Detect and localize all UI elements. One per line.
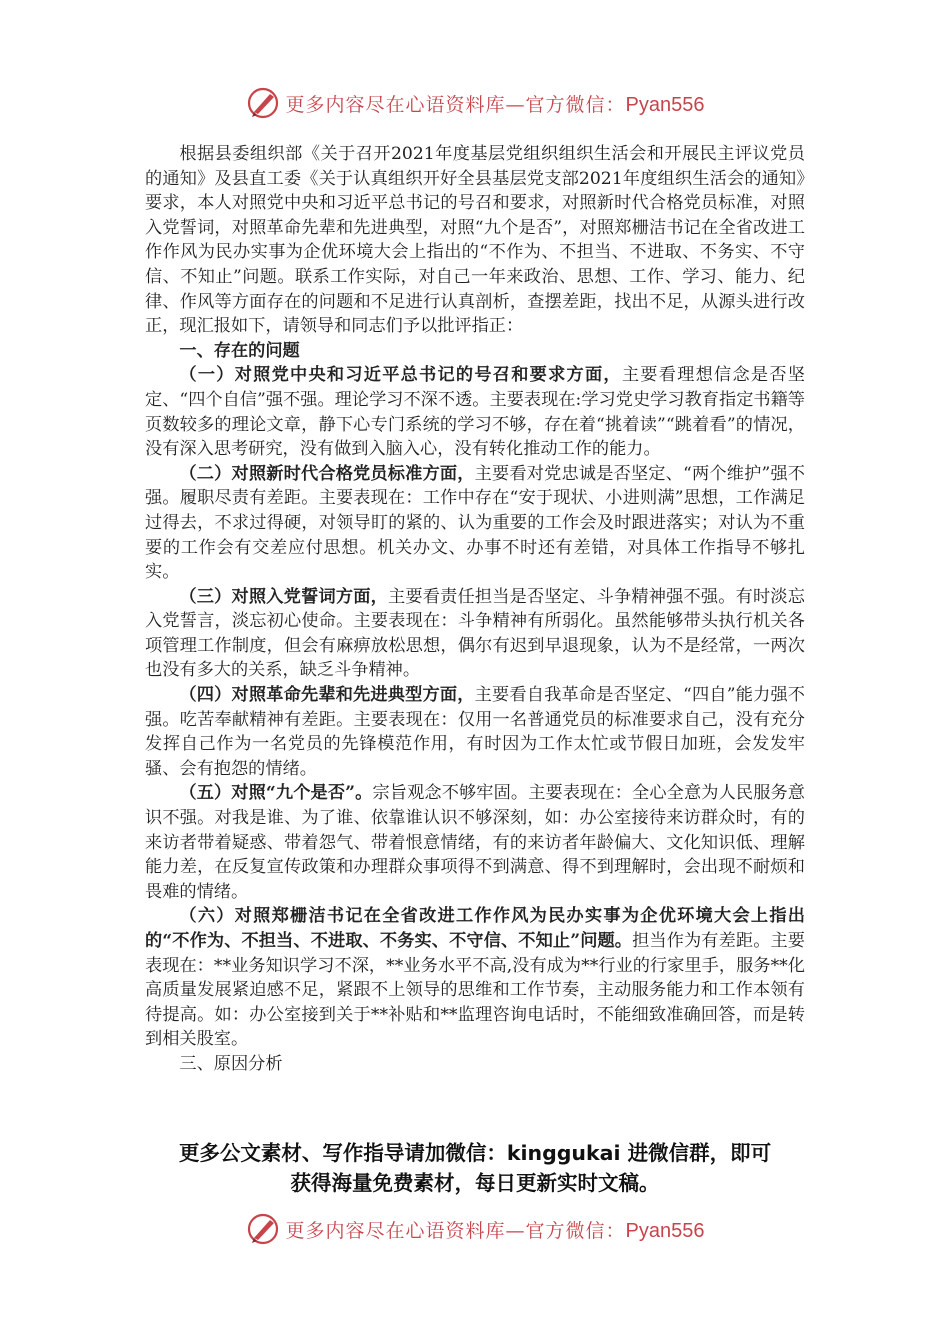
section-paragraph bbox=[145, 904, 805, 1052]
section-text: 主要看责任担当是否坚定、斗争精神强不强。有时淡忘入党誓言，淡忘初心使命。主要表现在：斗争精神有所弱化。虽然能够带头执行机关各项管理工作制度，但会有麻痹放松思想，偶尔有迟到早退现象，认为不是经常，一两次也没有多大的关系，缺乏斗争精神。 bbox=[145, 586, 805, 681]
section-title: （三）对照入党誓词方面， bbox=[179, 586, 388, 607]
watermark-text: 更多内容尽在心语资料库—官方微信：Pyan556 bbox=[285, 1219, 705, 1242]
section-text: 主要看理想信念是否坚定、“四个自信”强不强。理论学习不深不透。主要表现在:学习党史学习教育指定书籍等页数较多的理论文章，静下心专门系统的学习不够，存在着“挑着读”“跳着看”的情况，没有深入思考研究，没有做到入脑入心，没有转化推动工作的能力。 bbox=[145, 365, 805, 460]
pen-logo-icon bbox=[246, 86, 280, 120]
watermark-text: 更多内容尽在心语资料库—官方微信：Pyan556 bbox=[285, 93, 705, 116]
section-paragraph bbox=[145, 683, 805, 781]
section-text: 宗旨观念不够牢固。主要表现在：全心全意为人民服务意识不强。对我是谁、为了谁、依靠谁认识不够深刻，如：办公室接待来访群众时，有的来访者带着疑惑、带着怨气、带着恨意情绪，有的来访者年龄偏大、文化知识低、理解能力差，在反复宣传政策和办理群众事项得不到满意、得不到理解时，会出现不耐烦和畏难的情绪。 bbox=[145, 783, 805, 902]
promo-line-1: 更多公文素材、写作指导请加微信：kinggukai 进微信群，即可 bbox=[178, 1141, 772, 1165]
section-title: （四）对照革命先辈和先进典型方面， bbox=[179, 685, 475, 706]
section-paragraph bbox=[145, 585, 805, 683]
section-title: （一）对照党中央和习近平总书记的号召和要求方面， bbox=[179, 365, 622, 386]
intro-paragraph: 根据县委组织部《关于召开2021年度基层党组织组织生活会和开展民主评议党员的通知》及县直工委《关于认真组织开好全县基层党支部2021年度组织生活会的通知》要求，本人对照党中央和习近平总书记的号召和要求，对照新时代合格党员标准，对照入党誓词，对照革命先辈和先进典型，对照“九个是否”，对照郑栅洁书记在全省改进工作作风为民办实事为企优环境大会上指出的“不作为、不担当、不进取、不务实、不守信、不知止”问题。联系工作实际，对自己一年来政治、思想、工作、学习、能力、纪律、作风等方面存在的问题和不足进行认真剖析，查摆差距，找出不足，从源头进行改正，现汇报如下，请领导和同志们予以批评指正： bbox=[145, 144, 805, 337]
section-text: 担当作为有差距。主要表现在：**业务知识学习不深，**业务水平不高,没有成为**行业的行家里手，服务**化高质量发展紧迫感不足，紧跟不上领导的思维和工作节奏，主动服务能力和工作本领有待提高。如：办公室接到关于**补贴和**监理咨询电话时，不能细致准确回答，而是转到相关股室。 bbox=[145, 931, 805, 1050]
section-paragraph bbox=[145, 462, 805, 585]
pen-logo-icon bbox=[246, 1212, 280, 1246]
promo-banner bbox=[130, 1138, 820, 1198]
promo-line-2: 获得海量免费素材，每日更新实时文稿。 bbox=[290, 1171, 660, 1195]
section-title: （六）对照郑栅洁书记在全省改进工作作风为民办实事为企优环境大会上指出的“不作为、不担当、不进取、不务实、不守信、不知止”问题。 bbox=[145, 906, 805, 951]
section-paragraph bbox=[145, 363, 805, 461]
section-text: 主要看对党忠诚是否坚定、“两个维护”强不强。履职尽责有差距。主要表现在：工作中存在“安于现状、小进则满”思想，工作满足过得去，不求过得硬，对领导盯的紧的、认为重要的工作会及时跟进落实；对认为不重要的工作会有交差应付思想。机关办文、办事不时还有差错，对具体工作指导不够扎实。 bbox=[145, 463, 805, 583]
section-paragraph bbox=[145, 781, 805, 904]
section-title: （二）对照新时代合格党员标准方面， bbox=[179, 463, 475, 484]
heading-problems: 一、存在的问题 bbox=[179, 340, 300, 361]
section-title: （五）对照“九个是否”。 bbox=[179, 783, 373, 804]
watermark-top bbox=[0, 86, 950, 126]
section-text: 主要看自我革命是否坚定、“四自”能力强不强。吃苦奉献精神有差距。主要表现在：仅用一名普通党员的标准要求自己，没有充分发挥自己作为一名党员的先锋模范作用，有时因为工作太忙或节假日加班，会发发牢骚、会有抱怨的情绪。 bbox=[145, 685, 805, 779]
document-body bbox=[145, 142, 805, 1077]
heading-causes: 三、原因分析 bbox=[179, 1053, 283, 1074]
watermark-bottom bbox=[0, 1212, 950, 1252]
